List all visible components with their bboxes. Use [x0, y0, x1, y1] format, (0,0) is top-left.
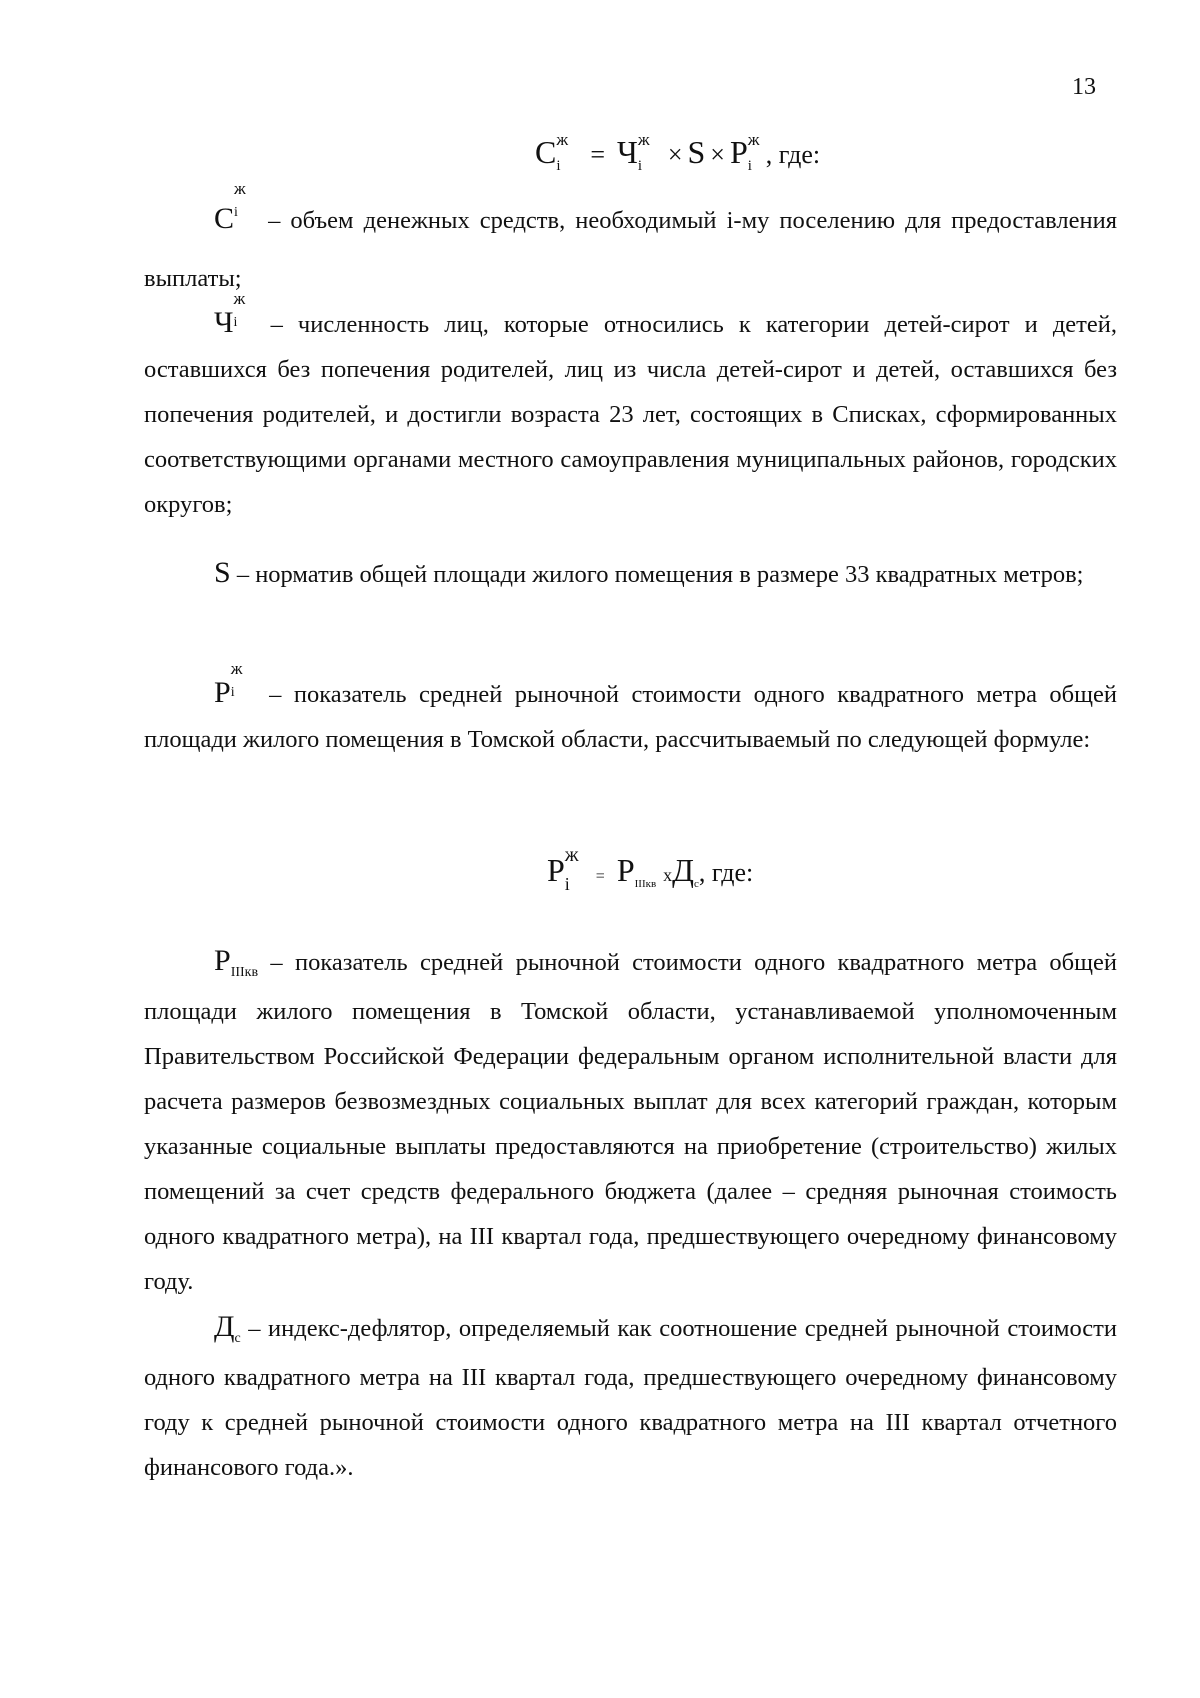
multiply-sign: х: [663, 865, 673, 885]
formula-where: , где:: [698, 858, 754, 887]
definition-symbol: Р: [214, 944, 231, 977]
definition-text: – показатель средней рыночной стоимости одного квадратного метра общей площади жилого помещения в Томской области, рассчитываемый по следующей формуле:: [144, 681, 1117, 753]
definition-symbol: Ч ж i: [214, 289, 246, 339]
formula-term-p-iiikv: Р: [616, 852, 635, 888]
formula-term-p: Р ж i: [547, 844, 579, 894]
formula-term-ch: Ч ж i: [617, 130, 650, 174]
definition-symbol: S: [214, 556, 231, 589]
times-sign: ×: [667, 140, 683, 169]
definition-text: – норматив общей площади жилого помещения в размере 33 квадратных метров;: [230, 561, 1084, 588]
equals-sign: =: [595, 868, 605, 885]
definition-s: [144, 550, 1117, 597]
formula-volume: [535, 130, 821, 174]
definition-c: [144, 179, 1117, 308]
formula-price: Р ж i = $Р_{IIIкв}$ $хД_с$, где:: [547, 844, 754, 894]
formula-term-c: С ж i: [535, 130, 569, 174]
page-number: 13: [1072, 74, 1096, 100]
equals-sign: =: [590, 140, 606, 169]
definition-p: [144, 659, 1117, 762]
definition-p-iiikv: $Р_{IIIкв}$ – показатель средней рыночной стоимости одного квадратного метра общей площади жилого помещения в Томской области, устанавливаемой уполномоченным Правительством Российской Федерации федеральным органом исполнительной власти для расчета размеров безвозмездных социальных выплат для всех категорий граждан, которым указанные социальные выплаты предоставляются на приобретение (строительство) жилых помещений за счет средств федерального бюджета (далее – средняя рыночная стоимость одного квадратного метра), на III квартал года, предшествующего очередному финансовому году.: [144, 938, 1117, 1304]
definition-text: – индекс-дефлятор, определяемый как соотношение средней рыночной стоимости одного квадратного метра на III квартал года, предшествующего очередному финансовому году к средней рыночной стоимости одного квадратного метра на III квартал отчетного финансового года.».: [144, 1315, 1117, 1481]
formula-where: , где:: [765, 140, 821, 169]
formula-term-s: S: [687, 134, 706, 170]
definition-symbol: Р ж i: [214, 659, 243, 709]
definition-ch: [144, 289, 1117, 527]
definition-symbol: С ж i: [214, 179, 246, 235]
times-sign: ×: [710, 140, 725, 169]
formula-term-p: Р ж i: [729, 130, 760, 174]
definition-d: $Д_с$ – индекс-дефлятор, определяемый как соотношение средней рыночной стоимости одного квадратного метра на III квартал года, предшествующего очередному финансовому году к средней рыночной стоимости одного квадратного метра на III квартал отчетного финансового года.».: [144, 1304, 1117, 1490]
definition-text: – численность лиц, которые относились к категории детей-сирот и детей, оставшихся без попечения родителей, лиц из числа детей-сирот и детей, оставшихся без попечения родителей, и достигли возраста 23 лет, состоящих в Списках, сформированных соответствующими органами местного самоуправления муниципальных районов, городских округов;: [144, 311, 1117, 518]
formula-term-d: Д: [672, 852, 694, 888]
definition-text: – показатель средней рыночной стоимости одного квадратного метра общей площади жилого помещения в Томской области, устанавливаемой уполномоченным Правительством Российской Федерации федеральным органом исполнительной власти для расчета размеров безвозмездных социальных выплат для всех категорий граждан, которым указанные социальные выплаты предоставляются на приобретение (строительство) жилых помещений за счет средств федерального бюджета (далее – средняя рыночная стоимость одного квадратного метра), на III квартал года, предшествующего очередному финансовому году.: [144, 949, 1117, 1295]
definition-text: – объем денежных средств, необходимый i-му поселению для предоставления выплаты;: [144, 207, 1117, 292]
definition-symbol: Д: [214, 1310, 235, 1343]
